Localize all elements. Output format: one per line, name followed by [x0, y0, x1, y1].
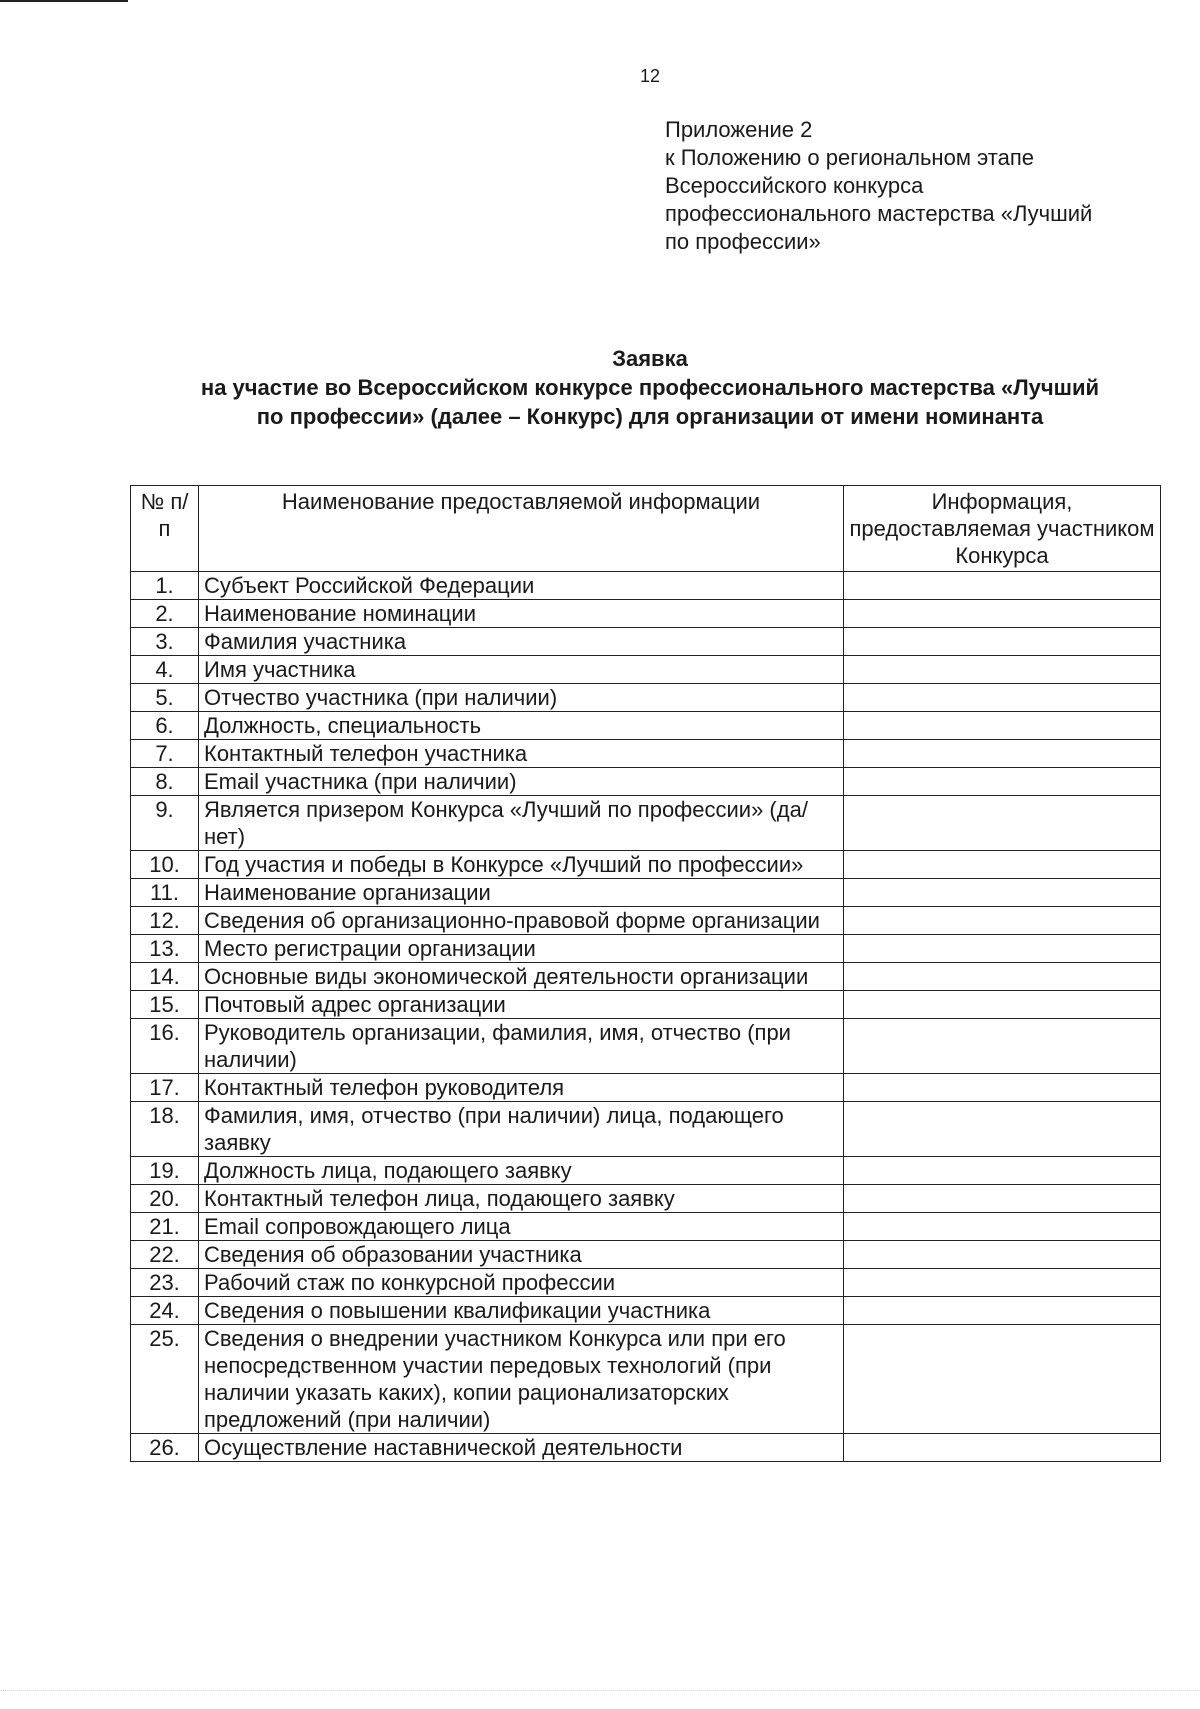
row-value-field[interactable] [844, 1157, 1161, 1185]
table-row [131, 740, 1161, 768]
row-label: Руководитель организации, фамилия, имя, отчество (при наличии) [199, 1019, 844, 1074]
header-number: № п/п [131, 486, 199, 572]
row-label: Отчество участника (при наличии) [199, 684, 844, 712]
row-value-field[interactable] [844, 796, 1161, 851]
row-label: Субъект Российской Федерации [199, 572, 844, 600]
form-title [120, 344, 1180, 431]
table-row [131, 600, 1161, 628]
row-value-field[interactable] [844, 712, 1161, 740]
row-number: 7. [131, 740, 199, 768]
row-label: Имя участника [199, 656, 844, 684]
row-value-field[interactable] [844, 851, 1161, 879]
row-number: 8. [131, 768, 199, 796]
row-value-field[interactable] [844, 768, 1161, 796]
table-row [131, 851, 1161, 879]
row-number: 3. [131, 628, 199, 656]
row-number: 5. [131, 684, 199, 712]
table-row [131, 1185, 1161, 1213]
row-label: Контактный телефон участника [199, 740, 844, 768]
table-row [131, 879, 1161, 907]
table-row [131, 1434, 1161, 1462]
page-number: 12 [639, 66, 661, 86]
row-value-field[interactable] [844, 1185, 1161, 1213]
table-row [131, 991, 1161, 1019]
row-label: Сведения о внедрении участником Конкурса или при его непосредственном участии передовых технологий (при наличии указать каких), копии рационализаторских предложений (при наличии) [199, 1325, 844, 1434]
row-value-field[interactable] [844, 1241, 1161, 1269]
table-row [131, 796, 1161, 851]
form-title-line: на участие во Всероссийском конкурсе профессионального мастерства «Лучший [200, 375, 1100, 400]
row-number: 16. [131, 1019, 199, 1074]
row-number: 11. [131, 879, 199, 907]
row-label: Сведения об организационно-правовой форме организации [199, 907, 844, 935]
row-number: 21. [131, 1213, 199, 1241]
row-label: Рабочий стаж по конкурсной профессии [199, 1269, 844, 1297]
row-label: Наименование организации [199, 879, 844, 907]
row-label: Должность лица, подающего заявку [199, 1157, 844, 1185]
appendix-line: к Положению о региональном этапе [665, 145, 1035, 170]
row-label: Год участия и победы в Конкурсе «Лучший по профессии» [199, 851, 844, 879]
row-label: Email участника (при наличии) [199, 768, 844, 796]
appendix-line: Всероссийского конкурса [665, 173, 924, 198]
row-value-field[interactable] [844, 1213, 1161, 1241]
table-row [131, 656, 1161, 684]
form-title-line: Заявка [612, 346, 688, 371]
table-row [131, 1297, 1161, 1325]
row-value-field[interactable] [844, 600, 1161, 628]
row-number: 12. [131, 907, 199, 935]
row-label: Фамилия, имя, отчество (при наличии) лица, подающего заявку [199, 1102, 844, 1157]
row-value-field[interactable] [844, 879, 1161, 907]
row-value-field[interactable] [844, 1434, 1161, 1462]
row-value-field[interactable] [844, 991, 1161, 1019]
table-row [131, 963, 1161, 991]
row-value-field[interactable] [844, 1074, 1161, 1102]
row-number: 13. [131, 935, 199, 963]
table-row [131, 1269, 1161, 1297]
table-row [131, 907, 1161, 935]
row-number: 2. [131, 600, 199, 628]
table-row [131, 1157, 1161, 1185]
row-value-field[interactable] [844, 1269, 1161, 1297]
row-number: 18. [131, 1102, 199, 1157]
row-label: Контактный телефон лица, подающего заявку [199, 1185, 844, 1213]
table-row [131, 1325, 1161, 1434]
row-number: 10. [131, 851, 199, 879]
table-row [131, 684, 1161, 712]
footer-scan-marks [0, 1690, 1200, 1692]
application-table [130, 485, 1161, 1462]
table-row [131, 628, 1161, 656]
row-value-field[interactable] [844, 572, 1161, 600]
appendix-line: Приложение 2 [665, 117, 813, 142]
row-label: Должность, специальность [199, 712, 844, 740]
table-row [131, 1102, 1161, 1157]
row-value-field[interactable] [844, 740, 1161, 768]
row-number: 4. [131, 656, 199, 684]
table-row [131, 935, 1161, 963]
appendix-line: профессионального мастерства «Лучший [665, 201, 1093, 226]
row-value-field[interactable] [844, 1325, 1161, 1434]
row-label: Является призером Конкурса «Лучший по профессии» (да/нет) [199, 796, 844, 851]
corner-rule [0, 0, 128, 2]
row-number: 20. [131, 1185, 199, 1213]
row-label: Наименование номинации [199, 600, 844, 628]
row-number: 14. [131, 963, 199, 991]
row-label: Фамилия участника [199, 628, 844, 656]
row-number: 6. [131, 712, 199, 740]
row-value-field[interactable] [844, 935, 1161, 963]
row-number: 24. [131, 1297, 199, 1325]
row-label: Основные виды экономической деятельности организации [199, 963, 844, 991]
table-row [131, 1213, 1161, 1241]
row-label: Осуществление наставнической деятельности [199, 1434, 844, 1462]
row-number: 23. [131, 1269, 199, 1297]
row-value-field[interactable] [844, 963, 1161, 991]
table-row [131, 1019, 1161, 1074]
table-row [131, 768, 1161, 796]
row-number: 9. [131, 796, 199, 851]
row-label: Почтовый адрес организации [199, 991, 844, 1019]
row-number: 25. [131, 1325, 199, 1434]
form-title-line: по профессии» (далее – Конкурс) для организации от имени номинанта [256, 404, 1044, 429]
appendix-line: по профессии» [665, 229, 821, 254]
appendix-note [665, 116, 1165, 256]
row-value-field[interactable] [844, 1297, 1161, 1325]
table-header-row [131, 486, 1161, 572]
table-row [131, 1241, 1161, 1269]
row-value-field[interactable] [844, 907, 1161, 935]
header-name: Наименование предоставляемой информации [199, 486, 844, 572]
row-number: 22. [131, 1241, 199, 1269]
row-number: 17. [131, 1074, 199, 1102]
row-value-field[interactable] [844, 656, 1161, 684]
row-value-field[interactable] [844, 628, 1161, 656]
row-label: Место регистрации организации [199, 935, 844, 963]
row-label: Email сопровождающего лица [199, 1213, 844, 1241]
row-label: Сведения об образовании участника [199, 1241, 844, 1269]
row-label: Сведения о повышении квалификации участника [199, 1297, 844, 1325]
row-value-field[interactable] [844, 1019, 1161, 1074]
row-number: 26. [131, 1434, 199, 1462]
row-number: 15. [131, 991, 199, 1019]
row-label: Контактный телефон руководителя [199, 1074, 844, 1102]
row-number: 19. [131, 1157, 199, 1185]
row-value-field[interactable] [844, 684, 1161, 712]
row-value-field[interactable] [844, 1102, 1161, 1157]
row-number: 1. [131, 572, 199, 600]
table-row [131, 572, 1161, 600]
table-row [131, 712, 1161, 740]
table-row [131, 1074, 1161, 1102]
header-info: Информация, предоставляемая участником Конкурса [844, 486, 1161, 572]
